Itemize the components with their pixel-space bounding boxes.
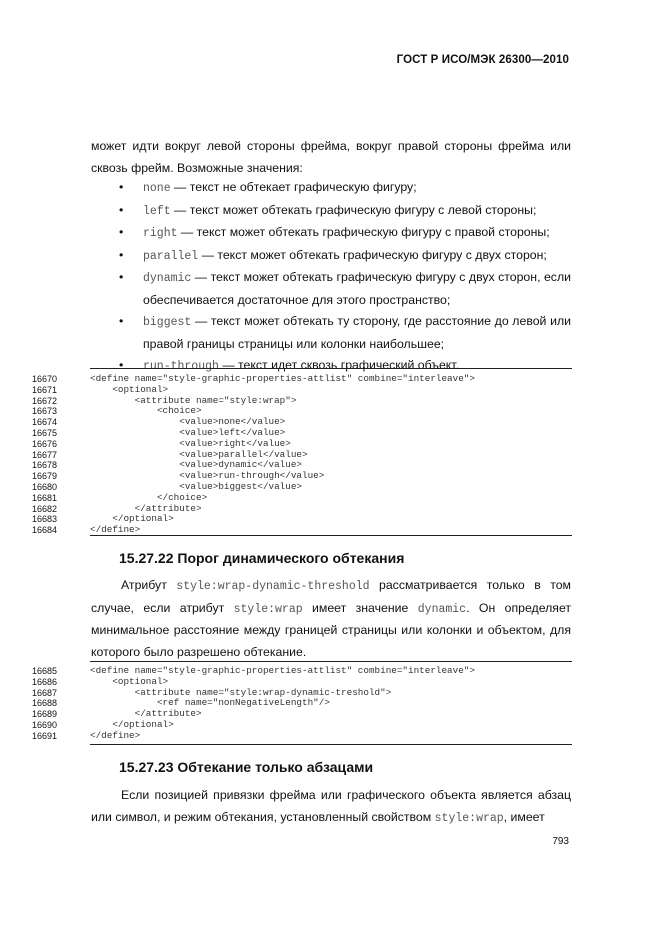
document-header: ГОСТ Р ИСО/МЭК 26300—2010 bbox=[396, 54, 569, 66]
code-line bbox=[32, 385, 572, 396]
code-line bbox=[32, 493, 572, 504]
line-number: 16680 bbox=[32, 481, 58, 492]
code-text: </define> bbox=[90, 729, 141, 741]
line-number: 16688 bbox=[32, 698, 58, 709]
list-item bbox=[119, 245, 571, 268]
value-code: dynamic bbox=[143, 272, 192, 285]
line-number: 16672 bbox=[32, 395, 58, 406]
value-description: — текст может обтекать графическую фигуру с левой стороны; bbox=[170, 202, 537, 217]
code-text: <define name="style-graphic-properties-attlist" combine="interleave"> bbox=[90, 665, 475, 676]
code-text: <choice> bbox=[90, 405, 202, 417]
line-number: 16674 bbox=[32, 417, 58, 428]
paragraph-text: . Он определяет минимальное расстояние между границей страницы или колонки и объектом, для которого было разрешено обтекание. bbox=[91, 600, 572, 659]
code-text: </attribute> bbox=[90, 708, 202, 720]
paragraph-text: , имеет bbox=[503, 809, 545, 824]
value-description: — текст не обтекает графическую фигуру; bbox=[170, 180, 417, 194]
line-number: 16670 bbox=[32, 374, 58, 384]
line-number: 16691 bbox=[32, 730, 58, 741]
code-block-bottom-rule bbox=[90, 535, 572, 536]
code-line bbox=[32, 439, 572, 450]
bullet-icon: • bbox=[119, 180, 124, 194]
line-number: 16678 bbox=[32, 460, 58, 471]
paragraph-text: имеет значение bbox=[302, 600, 418, 615]
code-text: <value>right</value> bbox=[90, 437, 291, 449]
code-text: </optional> bbox=[90, 718, 174, 730]
code-text: <value>none</value> bbox=[90, 416, 286, 428]
code-text: <value>biggest</value> bbox=[90, 480, 303, 492]
code-text: </attribute> bbox=[90, 502, 202, 514]
code-block-top-rule bbox=[90, 661, 572, 662]
line-number: 16683 bbox=[32, 514, 58, 525]
code-text: <value>left</value> bbox=[90, 426, 286, 438]
value-description: — текст идет сквозь графический объект. bbox=[218, 358, 459, 372]
bullet-icon: • bbox=[119, 270, 124, 284]
paragraph-text: рассматривается только в том случае, если атрибут bbox=[91, 578, 571, 615]
code-line bbox=[32, 731, 572, 742]
value-description: — текст может обтекать графическую фигуру с двух сторон; bbox=[198, 247, 547, 262]
list-item bbox=[119, 267, 571, 311]
bullet-icon: • bbox=[119, 202, 124, 217]
list-item bbox=[119, 222, 571, 245]
value-code: run-through bbox=[143, 360, 219, 373]
value-code: left bbox=[143, 204, 171, 218]
code-text: <value>run-through</value> bbox=[90, 470, 325, 482]
section-heading: 15.27.22 Порог динамического обтекания bbox=[119, 550, 405, 566]
code-text: </optional> bbox=[90, 513, 174, 525]
inline-code: style:wrap bbox=[434, 811, 504, 825]
intro-paragraph: может идти вокруг левой стороны фрейма, вокруг правой стороны фрейма или сквозь фрейм. Возможные значения: bbox=[91, 139, 571, 175]
code-text: <value>dynamic</value> bbox=[90, 459, 303, 471]
code-text: <attribute name="style:wrap-dynamic-treshold"> bbox=[90, 686, 392, 698]
line-number: 16681 bbox=[32, 492, 58, 503]
line-number: 16685 bbox=[32, 666, 58, 676]
line-number: 16687 bbox=[32, 687, 58, 698]
code-block-1 bbox=[32, 374, 572, 536]
value-code: right bbox=[143, 227, 178, 240]
list-item bbox=[119, 177, 571, 200]
page-number: 793 bbox=[552, 836, 569, 847]
line-number: 16675 bbox=[32, 427, 58, 438]
bullet-icon: • bbox=[119, 358, 124, 372]
value-description: — текст может обтекать ту сторону, где расстояние до левой или правой границы страницы или колонки наибольшее; bbox=[143, 314, 571, 351]
line-number: 16686 bbox=[32, 676, 58, 687]
value-code: parallel bbox=[143, 249, 199, 263]
inline-code: dynamic bbox=[417, 602, 467, 616]
section-paragraph bbox=[91, 785, 571, 829]
value-code: biggest bbox=[143, 316, 192, 329]
list-item bbox=[119, 200, 571, 223]
code-text: <attribute name="style:wrap"> bbox=[90, 394, 297, 406]
bullet-icon: • bbox=[119, 314, 124, 328]
bullet-icon: • bbox=[119, 225, 124, 239]
section-heading: 15.27.23 Обтекание только абзацами bbox=[119, 759, 374, 775]
line-number: 16684 bbox=[32, 525, 58, 536]
code-block-bottom-rule bbox=[90, 744, 572, 745]
code-text: </define> bbox=[90, 524, 141, 536]
line-number: 16676 bbox=[32, 438, 58, 449]
line-number: 16682 bbox=[32, 503, 58, 514]
code-line bbox=[32, 677, 572, 688]
code-block-top-rule bbox=[90, 368, 572, 369]
line-number: 16671 bbox=[32, 384, 58, 395]
inline-code: style:wrap-dynamic-threshold bbox=[176, 580, 370, 593]
line-number: 16673 bbox=[32, 406, 58, 417]
values-list bbox=[119, 177, 571, 378]
section-paragraph bbox=[91, 575, 571, 663]
paragraph-text: Атрибут bbox=[121, 578, 177, 592]
line-number: 16690 bbox=[32, 719, 58, 730]
inline-code: style:wrap bbox=[233, 602, 303, 616]
value-description: — текст может обтекать графическую фигуру с двух сторон, если обеспечивается достаточное для этого пространство; bbox=[143, 270, 571, 307]
line-number: 16679 bbox=[32, 471, 58, 482]
paragraph-text: Если позицией привязки фрейма или графического объекта является абзац или символ, и режим обтекания, установленный свойством bbox=[91, 788, 571, 824]
code-text: <optional> bbox=[90, 383, 169, 395]
code-text: <optional> bbox=[90, 675, 169, 687]
code-text: </choice> bbox=[90, 491, 208, 503]
code-text: <define name="style-graphic-properties-attlist" combine="interleave"> bbox=[90, 373, 475, 384]
line-number: 16689 bbox=[32, 709, 58, 720]
code-block-2 bbox=[32, 666, 572, 742]
code-text: <value>parallel</value> bbox=[90, 448, 308, 460]
code-text: <ref name="nonNegativeLength"/> bbox=[90, 697, 330, 709]
bullet-icon: • bbox=[119, 247, 124, 262]
value-code: none bbox=[143, 182, 171, 195]
line-number: 16677 bbox=[32, 449, 58, 460]
value-description: — текст может обтекать графическую фигуру с правой стороны; bbox=[177, 225, 550, 239]
list-item bbox=[119, 311, 571, 355]
